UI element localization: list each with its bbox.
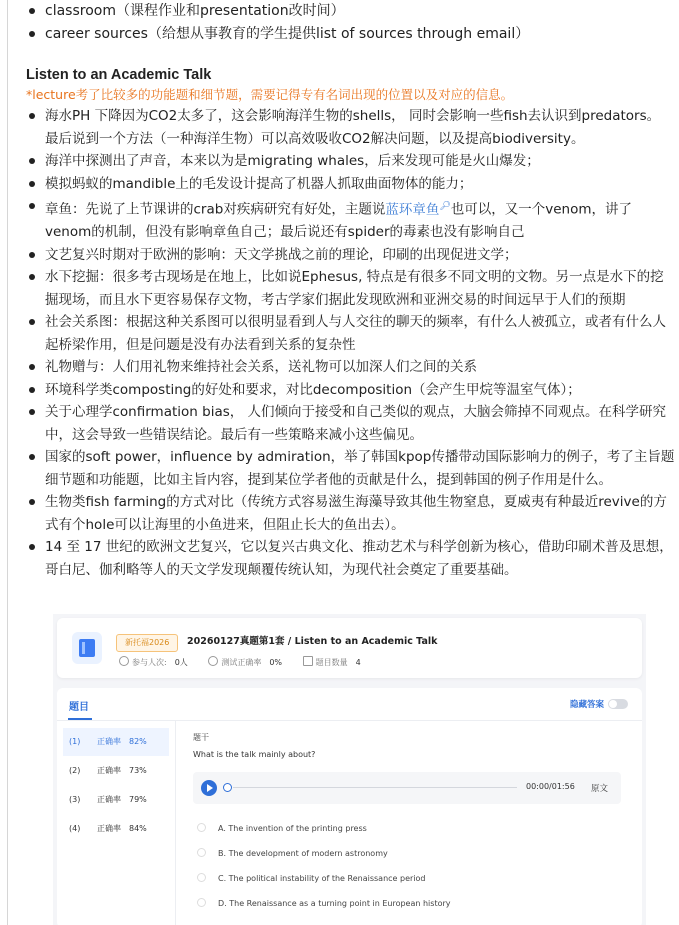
stem-label: 题干 [193,733,209,742]
panel-divider [175,721,176,925]
question-item-1[interactable]: (1) 正确率 82% [63,728,169,756]
list-item-text: 也可以，又一个venom，讲了venom的机制，但没有影响章鱼自己；最后说还有spider的毒素也没有影响自己 [45,201,633,240]
hide-answer-toggle[interactable]: 隐藏答案 [570,698,628,710]
progress-track[interactable] [233,787,517,788]
list-item: classroom（课程作业和presentation改时间） [26,0,676,23]
option-b[interactable]: B. The development of modern astronomy [197,848,388,860]
list-item: 海洋中探测出了声音，本来以为是migrating whales，后来发现可能是火山爆发； [26,150,676,173]
radio-icon[interactable] [197,873,206,882]
radio-icon[interactable] [197,898,206,907]
question-item-2[interactable]: (2) 正确率 73% [69,766,147,775]
list-item: 环境科学类composting的好处和要求，对比decomposition（会产生甲烷等温室气体）； [26,379,676,402]
check-circle-icon [208,656,218,666]
section-title: Listen to an Academic Talk [26,67,212,83]
question-item-3[interactable]: (3) 正确率 79% [69,795,147,804]
list-item: 社会关系图：根据这种关系图可以很明显看到人与人交往的聊天的频率，有什么人被孤立，或者有什么人起桥梁作用，但是问题是没有办法看到关系的复杂性 [26,311,676,356]
list-item [26,195,676,244]
question-list [63,728,169,844]
test-info-card [57,618,642,678]
audio-time: 00:00/01:56 [526,782,575,791]
option-c[interactable]: C. The political instability of the Renaissance period [197,873,426,885]
embedded-question-screenshot [53,614,646,925]
blue-ringed-octopus-link[interactable]: 蓝环章鱼🔎︎ [385,201,451,218]
article-content [26,0,676,581]
radio-icon[interactable] [197,823,206,832]
test-title: 20260127真题第1套 / Listen to an Academic Talk [187,636,438,647]
left-border-line [7,0,8,925]
transcript-button[interactable]: 原文 [591,784,609,794]
search-icon: 🔎︎ [439,201,451,211]
talk-bullet-list [26,105,676,581]
option-d[interactable]: D. The Renaissance as a turning point in European history [197,898,451,910]
list-item: 生物类fish farming的方式对比（传统方式容易滋生海藻导致其他生物窒息，夏威夷有种最近revive的方式有个hole可以让海里的小鱼进来，但阻止长大的鱼出去）。 [26,491,676,536]
list-item: 文艺复兴时期对于欧洲的影响：天文学挑战之前的理论，印刷的出现促进文学； [26,244,676,267]
list-item: 礼物赠与：人们用礼物来维持社会关系，送礼物可以加深人们之间的关系 [26,356,676,379]
section-note: *lecture考了比较多的功能题和细节题，需要记得专有名词出现的位置以及对应的信息。 [26,87,514,102]
list-item: 国家的soft power，influence by admiration，举了韩国kpop传播带动国际影响力的例子，考了主旨题细节题和功能题，比如主旨内容，提到某位学者他的贡献是什么，提到韩国的例子作用是什么。 [26,446,676,491]
option-a[interactable]: A. The invention of the printing press [197,823,367,835]
progress-handle[interactable] [223,783,232,792]
list-item: 14 至 17 世纪的欧洲文艺复兴，它以复兴古典文化、推动艺术与科学创新为核心，借助印刷术普及思想，哥白尼、伽利略等人的天文学发现颠覆传统认知，为现代社会奠定了重要基础。 [26,536,676,581]
list-item: 海水PH 下降因为CO2太多了，这会影响海洋生物的shells， 同时会影响一些fish去认识到predators。 最后说到一个方法（一种海洋生物）可以高效吸收CO2解决问题，以及提高biodiversity。 [26,105,676,150]
list-item-text: 章鱼：先说了上节课讲的crab对疾病研究有好处，主题说 [45,201,386,218]
radio-icon[interactable] [197,848,206,857]
list-item: career sources（给想从事教育的学生提供list of sources through email） [26,23,676,46]
user-icon [119,656,129,666]
top-bullet-list [26,0,676,45]
checkbox-icon [303,656,313,666]
list-item: 模拟蚂蚁的mandible上的毛发设计提高了机器人抓取曲面物体的能力； [26,173,676,196]
divider [57,720,642,721]
list-item: 水下挖掘：很多考古现场是在地上，比如说Ephesus, 特点是有很多不同文明的文物。另一点是水下的挖掘现场，而且水下更容易保存文物，考古学家们据此发现欧洲和亚洲交易的时间远早于人们的预期 [26,266,676,311]
question-panel [57,688,642,925]
tab-questions[interactable]: 题目 [69,702,89,713]
list-item: 关于心理学confirmation bias， 人们倾向于接受和自己类似的观点，大脑会筛掉不同观点。在科学研究中，这会导致一些错误结论。最后有一些策略来减小这些偏见。 [26,401,676,446]
play-button[interactable] [201,780,217,796]
book-icon [72,632,102,664]
test-stats: 参与人次: 0人 测试正确率 0% 题目数量 4 [119,656,379,669]
exam-badge: 新托福2026 [116,634,178,652]
question-item-4[interactable]: (4) 正确率 84% [69,824,147,833]
question-stem: What is the talk mainly about? [193,750,316,759]
audio-player [193,772,621,804]
toggle-switch[interactable] [608,699,628,709]
